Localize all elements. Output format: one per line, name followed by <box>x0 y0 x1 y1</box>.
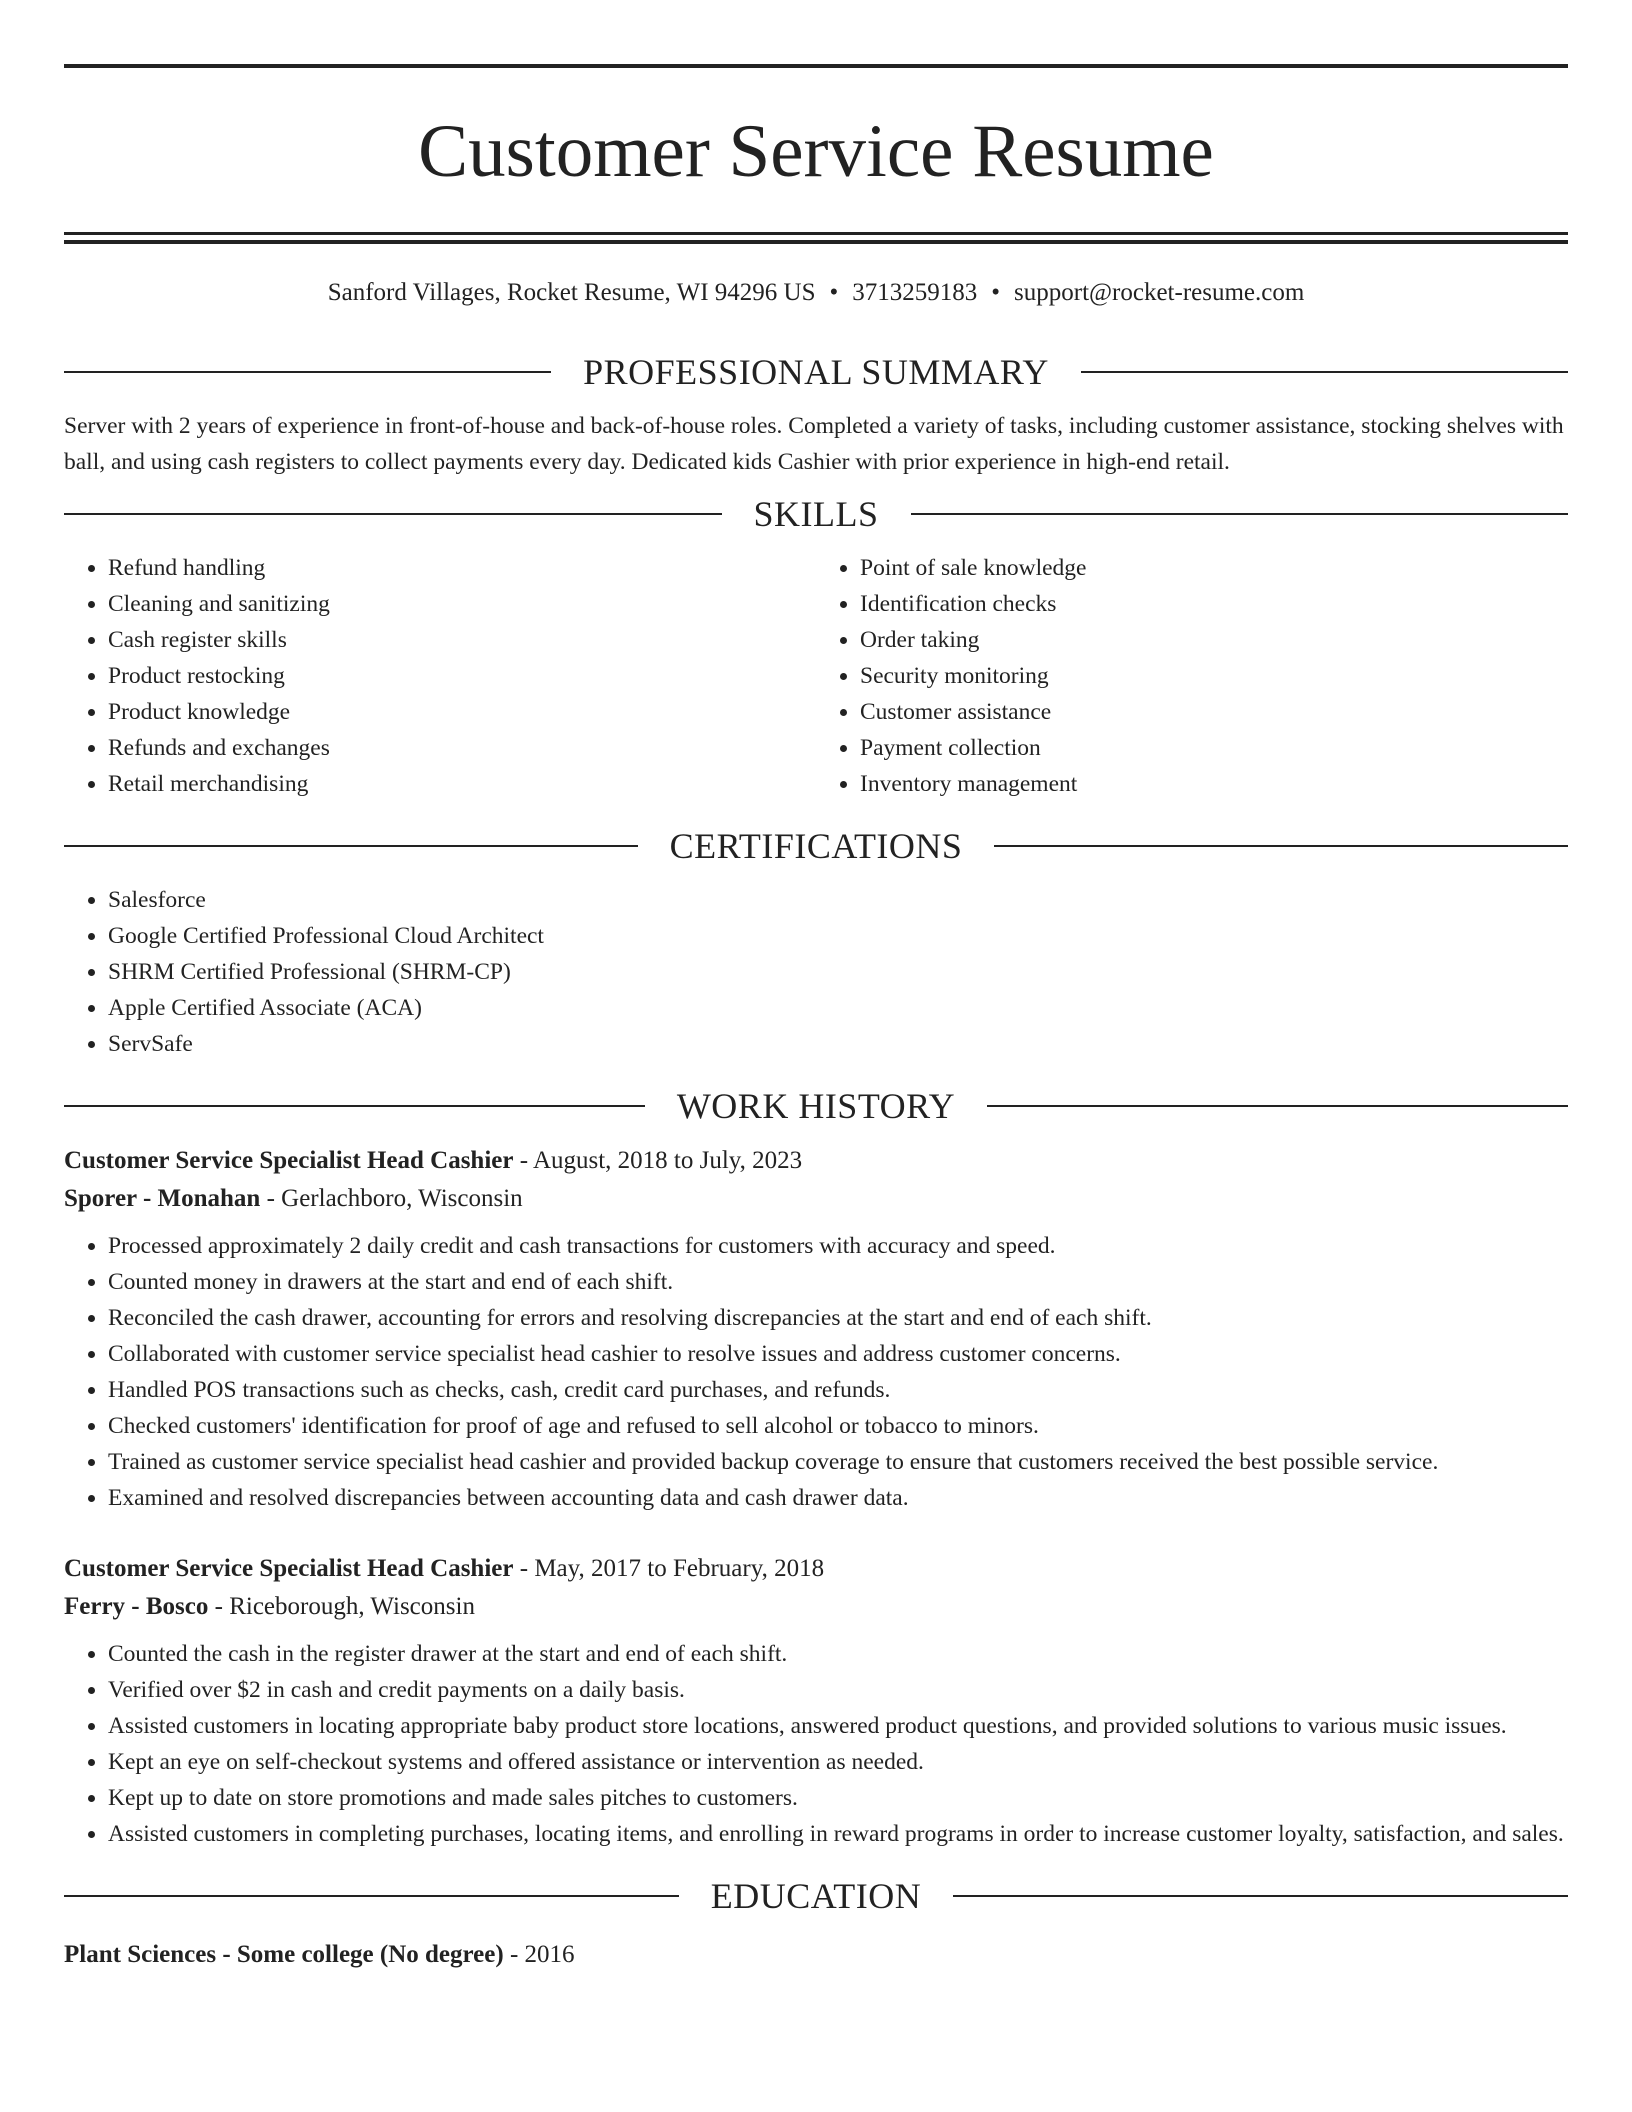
job-bullet: • Collaborated with customer service specialist head cashier to resolve issues and address customer concerns. <box>108 1336 1568 1372</box>
heading-rule-right <box>911 513 1569 515</box>
job-company-line: Ferry - Bosco - Riceborough, Wisconsin <box>64 1593 475 1620</box>
job-bullet: • Assisted customers in completing purchases, locating items, and enrolling in reward programs in order to increase customer loyalty, satisfaction, and sales. <box>108 1816 1568 1852</box>
job-dates: August, 2018 to July, 2023 <box>532 1147 803 1174</box>
job-bullet: • Counted money in drawers at the start and end of each shift. <box>108 1264 1568 1300</box>
heading-rule-left <box>64 1895 679 1897</box>
skill-item: • Retail merchandising <box>108 766 816 802</box>
education-degree: Plant Sciences - Some college (No degree) <box>64 1941 504 1968</box>
summary-text: Server with 2 years of experience in front-of-house and back-of-house roles. Completed a variety of tasks, including customer assistance, stocking shelves with ball, and using cash registers to collect payments every day. Dedicated kids Cashier with prior experience in high-end retail. <box>64 413 1564 475</box>
contact-address: Sanford Villages, Rocket Resume, WI 94296 US <box>327 279 816 306</box>
skill-item: • Identification checks <box>860 586 1568 622</box>
skill-item: • Point of sale knowledge <box>860 550 1568 586</box>
skill-item: • Product restocking <box>108 658 816 694</box>
skill-item: • Order taking <box>860 622 1568 658</box>
job-bullet: • Reconciled the cash drawer, accounting for errors and resolving discrepancies at the start and end of each shift. <box>108 1300 1568 1336</box>
skill-item: • Cash register skills <box>108 622 816 658</box>
contact-line <box>64 276 1568 310</box>
job-location: Gerlachboro, Wisconsin <box>281 1185 523 1212</box>
section-title-work: WORK HISTORY <box>676 1086 956 1126</box>
job-entry <box>64 1142 1568 1516</box>
job-company-line: Sporer - Monahan - Gerlachboro, Wisconsin <box>64 1185 523 1212</box>
contact-separator: • <box>829 279 839 306</box>
certification-item: • Google Certified Professional Cloud Architect <box>108 918 1568 954</box>
skills-list-right <box>816 550 1568 802</box>
education-year: 2016 <box>524 1941 575 1968</box>
job-dates: May, 2017 to February, 2018 <box>534 1555 825 1582</box>
resume-page <box>64 64 1568 1974</box>
contact-separator: • <box>991 279 1001 306</box>
top-rule <box>64 64 1568 68</box>
heading-rule-left <box>64 1105 645 1107</box>
job-bullet: • Assisted customers in locating appropriate baby product store locations, answered product questions, and provided solutions to various music issues. <box>108 1708 1568 1744</box>
section-heading-summary <box>64 348 1568 396</box>
certifications-list <box>64 882 1568 1062</box>
skill-item: • Inventory management <box>860 766 1568 802</box>
job-company: Sporer - Monahan <box>64 1185 261 1212</box>
education-entry: Plant Sciences - Some college (No degree) - 2016 <box>64 1941 575 1968</box>
job-title-line: Customer Service Specialist Head Cashier - August, 2018 to July, 2023 <box>64 1147 803 1174</box>
resume-title: Customer Service Resume <box>418 110 1214 193</box>
skill-item: • Customer assistance <box>860 694 1568 730</box>
contact-email[interactable]: support@rocket-resume.com <box>1014 279 1305 306</box>
job-title-line: Customer Service Specialist Head Cashier - May, 2017 to February, 2018 <box>64 1555 825 1582</box>
section-title-certifications: CERTIFICATIONS <box>669 826 963 866</box>
section-heading-work <box>64 1082 1568 1130</box>
job-bullet: • Examined and resolved discrepancies between accounting data and cash drawer data. <box>108 1480 1568 1516</box>
job-bullets <box>64 1228 1568 1516</box>
job-bullet: • Trained as customer service specialist head cashier and provided backup coverage to ensure that customers received the best possible service. <box>108 1444 1568 1480</box>
heading-rule-left <box>64 371 551 373</box>
job-company: Ferry - Bosco <box>64 1593 209 1620</box>
section-title-education: EDUCATION <box>710 1876 922 1916</box>
job-bullet: • Handled POS transactions such as checks, cash, credit card purchases, and refunds. <box>108 1372 1568 1408</box>
section-heading-skills <box>64 490 1568 538</box>
section-heading-education <box>64 1872 1568 1920</box>
heading-rule-left <box>64 845 638 847</box>
job-bullets <box>64 1636 1568 1852</box>
job-bullet: • Checked customers' identification for proof of age and refused to sell alcohol or tobacco to minors. <box>108 1408 1568 1444</box>
heading-rule-right <box>987 1105 1568 1107</box>
job-bullet: • Processed approximately 2 daily credit and cash transactions for customers with accuracy and speed. <box>108 1228 1568 1264</box>
certification-item: • Salesforce <box>108 882 1568 918</box>
skill-item: • Security monitoring <box>860 658 1568 694</box>
job-title: Customer Service Specialist Head Cashier <box>64 1555 514 1582</box>
skill-item: • Payment collection <box>860 730 1568 766</box>
heading-rule-right <box>1081 371 1568 373</box>
skills-list-left <box>64 550 816 802</box>
certification-item: • Apple Certified Associate (ACA) <box>108 990 1568 1026</box>
skills-columns <box>64 550 1568 802</box>
certification-item: • SHRM Certified Professional (SHRM-CP) <box>108 954 1568 990</box>
skill-item: • Cleaning and sanitizing <box>108 586 816 622</box>
job-bullet: • Kept up to date on store promotions and made sales pitches to customers. <box>108 1780 1568 1816</box>
heading-rule-left <box>64 513 722 515</box>
section-title-summary: PROFESSIONAL SUMMARY <box>583 352 1049 392</box>
skill-item: • Refund handling <box>108 550 816 586</box>
certification-item: • ServSafe <box>108 1026 1568 1062</box>
heading-rule-right <box>953 1895 1568 1897</box>
job-location: Riceborough, Wisconsin <box>229 1593 475 1620</box>
heading-rule-right <box>994 845 1568 847</box>
section-title-skills: SKILLS <box>753 494 879 534</box>
skill-item: • Refunds and exchanges <box>108 730 816 766</box>
skill-item: • Product knowledge <box>108 694 816 730</box>
contact-phone[interactable]: 3713259183 <box>852 279 978 306</box>
job-entry <box>64 1550 1568 1852</box>
title-double-rule <box>64 232 1568 244</box>
job-title: Customer Service Specialist Head Cashier <box>64 1147 514 1174</box>
job-bullet: • Counted the cash in the register drawer at the start and end of each shift. <box>108 1636 1568 1672</box>
job-bullet: • Kept an eye on self-checkout systems and offered assistance or intervention as needed. <box>108 1744 1568 1780</box>
job-bullet: • Verified over $2 in cash and credit payments on a daily basis. <box>108 1672 1568 1708</box>
section-heading-certifications <box>64 822 1568 870</box>
